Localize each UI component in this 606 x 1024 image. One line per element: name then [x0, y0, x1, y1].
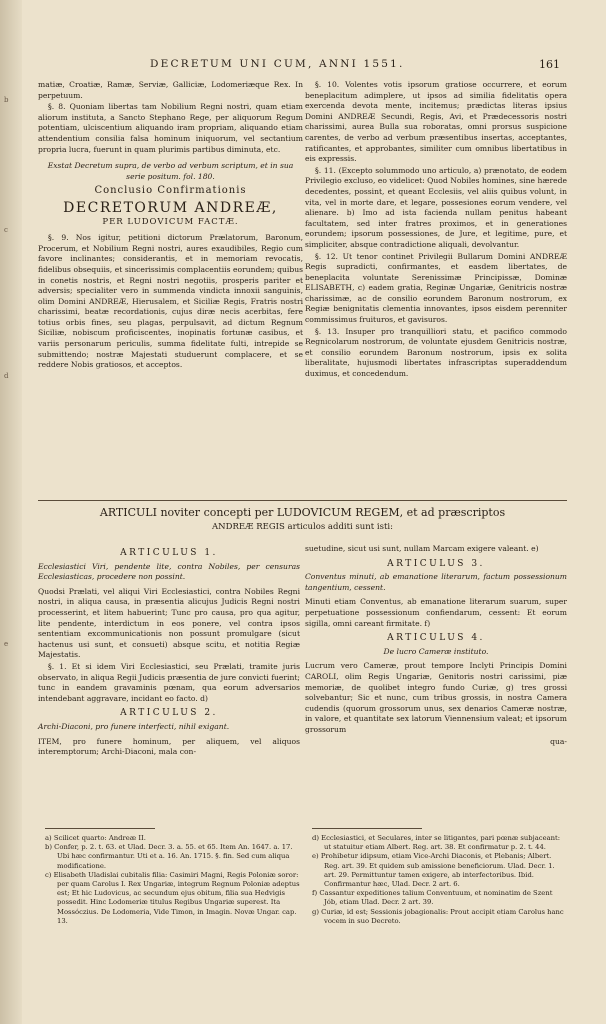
- article-2-rubric: Archi-Diaconi, pro funere interfecti, nihil exigant.: [38, 721, 230, 731]
- catchword: qua-: [550, 736, 567, 746]
- article-1-title: ARTICULUS 1.: [120, 548, 218, 558]
- article-2-text: ITEM, pro funere hominum, per aliquem, vel aliquos interemptorum; Archi-Diaconi, mala con-: [38, 736, 300, 757]
- article-4-text: Lucrum vero Cameræ, prout tempore Inclyti Principis Domini CAROLI, olim Regis Ungariæ, Genitoris nostri carissimi, piæ memoriæ, de quolibet integro fundo Curiæ, g) tres grossi solvebantur; Sic et nunc, cum tribus grossis, in nostra Camera cudendis (quorum grossorum unus, sex denarios Cameræ nostræ, in valore, et quantitate sex latorum Viennensium valeat; et ipsorum grossorum: [305, 661, 567, 734]
- running-head-title: DECRETUM UNI CUM, ANNI 1551.: [150, 58, 405, 70]
- footnote-g: g) Curiæ, id est; Sessionis jobagionalis: Prout accipit etiam Carolus hanc vocem in suo Decreto.: [312, 907, 564, 925]
- article-1-rubric: Ecclesiastici Viri, pendente lite, contra Nobiles, per censuras Ecclesiasticas, procedere non possint.: [38, 561, 300, 582]
- paragraph-s13: §. 13. Insuper pro tranquilliori statu, et pacifico commodo Regnicolarum nostrorum, de voluntate ejusdem Genitricis nostræ, et consilio eorundem Baronum nostrorum, ipsis ex solita liberalitate, hujusmodi libertates infrascriptas superaddendum duximus, et concedendum.: [305, 326, 567, 379]
- page-spine-shadow: [0, 0, 22, 1024]
- decretorum-heading: DECRETORUM ANDREÆ,: [63, 199, 278, 216]
- footnote-rule-left: [45, 828, 155, 829]
- paragraph-s8: §. 8. Quoniam libertas tam Nobilium Regni nostri, quam etiam aliorum instituta, a Sancto Stephano Rege, per aliquorum Regum potentiam, ulciscentium aliquando iram propriam, aliquando etiam attendentium consilia falsa hominum iniquorum, vel sectantium propria lucra, fuerunt in quam plurimis partibus diminuta, etc.: [38, 102, 303, 154]
- article-3-text: Minuti etiam Conventus, ab emanatione literarum suarum, super perpetuatione possessionum confiendarum, cessent: Et eorum sigilla, omni careant firmitate. f): [305, 597, 567, 628]
- footnotes-right: [312, 834, 564, 926]
- right-column: [305, 80, 567, 381]
- footnote-a: a) Scilicet quarto: Andreæ II.: [45, 834, 146, 842]
- article-3-title: ARTICULUS 3.: [387, 558, 485, 569]
- footnote-rule-right: [312, 828, 422, 829]
- article-3-rubric: Conventus minuti, ab emanatione literarum, factum possessionum tangentium, cessent.: [305, 572, 567, 592]
- paragraph: matiæ, Croatiæ, Ramæ, Serviæ, Galliciæ, Lodomeriæque Rex. In perpetuum.: [38, 80, 303, 100]
- footnote-b: b) Confer, p. 2. t. 63. et Ulad. Decr. 3. a. 55. et 65. Item An. 1647. a. 17. Ubi hæc confirmantur. Uti et a. 16. An. 1715. §. fin. Sed cum aliqua modificatione.: [45, 843, 293, 870]
- margin-mark: c: [4, 226, 8, 234]
- article-1-text: Quodsi Prælati, vel aliqui Viri Ecclesiastici, contra Nobiles Regni nostri, in aliqua causa, in præsentia alicujus Judicis Regni nostri processerint, et litem habuerint; Tunc pro causa, pro qua agitur, lite pendente, interdictum in eos ponere, vel contra ipsos sententiam excommunicationis non possunt promulgare (sicut hactenus usi sunt, et consueti) absque scitu, et notitia Regiæ Majestatis.: [38, 586, 300, 660]
- page-number: 161: [539, 58, 560, 71]
- footnote-f: f) Cassantur expeditiones talium Conventuum, et nominatim de Szent Jób, etiam Ulad. Decr. 2 art. 39.: [312, 889, 553, 907]
- conclusio-heading: Conclusio Confirmationis: [94, 185, 247, 197]
- footnote-d: d) Ecclesiastici, et Seculares, inter se litigantes, pari pœnæ subjaceant: ut statuitur etiam Albert. Reg. art. 38. Et confirmatur p. 2. t. 44.: [312, 834, 561, 852]
- footnotes-left: [45, 834, 300, 926]
- margin-mark: e: [4, 640, 9, 648]
- article-1-s1: §. 1. Et si idem Viri Ecclesiastici, seu Prælati, tramite juris observato, in aliqua Regii Judicis præsentia de jure convicti fuerint; tunc in eandem gravaminis pœnam, qua eorum adversarios intendebant aggravare, incidant eo facto. d): [38, 661, 300, 703]
- footnote-c: c) Elisabeth Uladislai cubitalis filia: Casimiri Magni, Regis Poloniæ soror: per quam Carolus I. Rex Ungariæ, integrum Regnum Poloniæ adeptus est; Et hic Ludovicus, ac secundum ejus obitum, filia sua Hedvigis possedit. Hinc Lodomeriæ titulus Regibus Ungariæ superest. Ita Mossóczius. De Lodomeria, Vide Timon, in Imagin. Novæ Ungar. cap. 13.: [45, 870, 300, 925]
- articuli-heading: [38, 506, 567, 534]
- running-head: [150, 58, 560, 70]
- lower-left-column: [38, 544, 300, 759]
- paragraph-s9: §. 9. Nos igitur, petitioni dictorum Prælatorum, Baronum, Procerum, et Nobilium Regni nostri, aures exaudibiles, Regio cum favore inclinantes; considerantis, et in memoriam revocatis, fidelibus obsequiis, et sincerissimis complacentiis eorundem; quibus in conetis nostris, et Regni nostri negotiis, prosperis pariter et adversis; specialiter vero in summenda vindicta innoxii sanguinis, olim Domini ANDREÆ, Hierusalem, et Siciliæ Regis, Fratris nostri charissimi, beatæ recordationis, cujus diræ necis acerbitas, fere totius orbis fines, seu plagas, perpulsavit, ad dictum Regnum Siciliæ, nobiscum proficiscentes, inopinatis fortunæ casibus, et variis personarum periculis, summa fidelitate fulti, intrepide se submittendo; nostræ Majestati studuerunt complacere, et se reddere Nobis gratiosos, et acceptos.: [38, 233, 303, 370]
- margin-mark: b: [4, 96, 9, 104]
- lower-right-column: [305, 544, 567, 748]
- extat-note: Exstat Decretum supra, de verbo ad verbum scriptum, et in sua serie positum. fol. 180.: [47, 161, 294, 181]
- margin-mark: d: [4, 372, 9, 380]
- paragraph-s12: §. 12. Ut tenor continet Privilegii Bullarum Domini ANDREÆ Regis supradicti, confirmantes, et easdem libertates, de beneplacita voluntate Serenissimæ Principissæ, Dominæ ELISABETH, c) eadem gratia, Reginæ Ungariæ, Genitricis nostræ charissimæ, ac de consilio eorundem Baronum nostrorum, ex Regiæ benignitatis clementia innovantes, ipsos eisdem perenniter commissimus fruituros, et gavisuros.: [305, 251, 567, 325]
- articuli-heading-line1: ARTICULI noviter concepti per LUDOVICUM REGEM, et ad præscriptos: [99, 506, 506, 519]
- article-4-rubric: De lucro Cameræ instituto.: [383, 646, 489, 656]
- articuli-heading-line2: ANDREÆ REGIS articulos additi sunt isti:: [212, 522, 393, 532]
- paragraph-s10: §. 10. Volentes votis ipsorum gratiose occurrere, et eorum beneplacitum adimplere, ut ipsos ad similia fidelitatis opera exercenda devota mente, incitemus; prædictas literas ipsius Domini ANDREÆ Secundi, Regis, Avi, et Prædecessoris nostri charissimi, aurea Bulla sua roboratas, omni prorsus suspicione carentes, de verbo ad verbum præsentibus insertas, acceptantes, ratificantes, et approbantes, similiter cum omnibus libertatibus in eis expressis.: [305, 80, 567, 164]
- article-4-title: ARTICULUS 4.: [387, 633, 485, 644]
- left-column: [38, 80, 303, 372]
- per-ludovicum-heading: PER LUDOVICUM FACTÆ.: [102, 216, 239, 227]
- continued-text: suetudine, sicut usi sunt, nullam Marcam exigere valeant. e): [305, 544, 539, 553]
- paragraph-s11: §. 11. (Excepto solummodo uno articulo, a) prænotato, de eodem Privilegio excluso, eo videlicet: Quod Nobiles homines, sine hærede decedentes, possint, et queant Ecclesiis, vel aliis quibus volunt, in vita, vel in morte dare, et legare, possesiones eorum vendere, vel alienare. b) Imo ad ista facienda nullam penitus habeant facultatem, sed inter fratres proximos, et in generationes eorundem; ipsorum possessiones, de Jure, et legitime, pure, et simpliciter, absque contradictione aliquali, devolvantur.: [305, 165, 567, 249]
- footnote-e: e) Prohibetur idipsum, etiam Vice-Archi Diaconis, et Plebanis; Albert. Reg. art. 39. Et quidem sub amissione beneficiorum. Ulad. Decr. 1. art. 29. Permittuntur tamen exigere, ab interfectoribus. Ibid. Confirmantur hæc, Ulad. Decr. 2 art. 6.: [312, 852, 555, 889]
- section-divider: [38, 500, 567, 501]
- article-2-title: ARTICULUS 2.: [120, 708, 218, 719]
